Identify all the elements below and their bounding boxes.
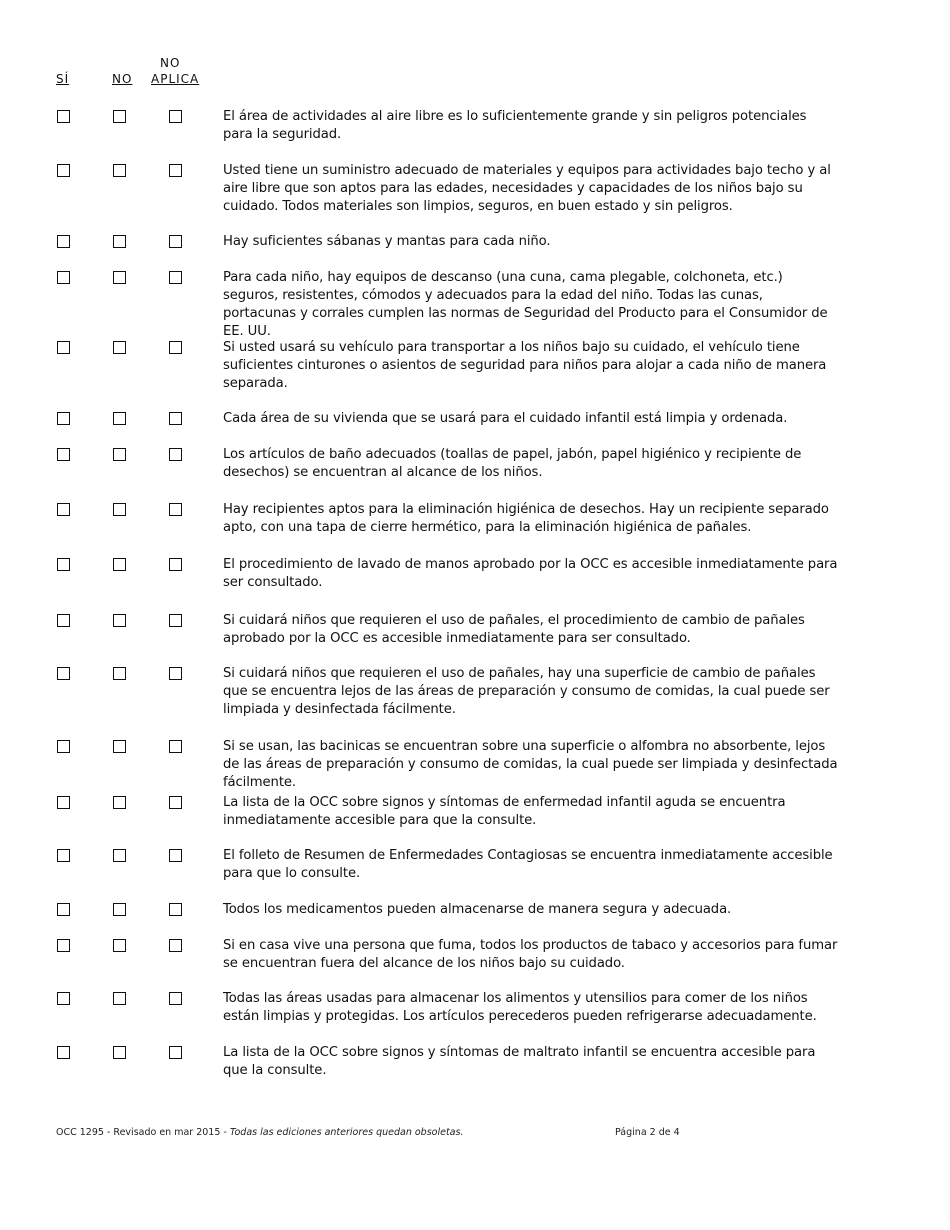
checkbox-na[interactable] [169, 271, 182, 284]
checklist-item-text: El procedimiento de lavado de manos aprobado por la OCC es accesible inmediatamente para ser consultado. [223, 557, 838, 590]
checkbox-no[interactable] [113, 614, 126, 627]
checkbox-na[interactable] [169, 448, 182, 461]
checkbox-si[interactable] [57, 271, 70, 284]
checkbox-na[interactable] [169, 992, 182, 1005]
checkbox-si[interactable] [57, 992, 70, 1005]
checklist-item-text: Todas las áreas usadas para almacenar los alimentos y utensilios para comer de los niños están limpias y protegidas. Los artículos perecederos pueden refrigerarse adecuadamente. [223, 991, 817, 1024]
checkbox-no[interactable] [113, 1046, 126, 1059]
checkbox-na[interactable] [169, 341, 182, 354]
footer-form-info [56, 1127, 463, 1138]
checkbox-na[interactable] [169, 614, 182, 627]
checkbox-no[interactable] [113, 796, 126, 809]
checkbox-no[interactable] [113, 110, 126, 123]
checkbox-no[interactable] [113, 903, 126, 916]
checkbox-si[interactable] [57, 558, 70, 571]
checklist-item-text: El área de actividades al aire libre es lo suficientemente grande y sin peligros potenciales para la seguridad. [223, 109, 807, 142]
column-header-si: SÍ [56, 72, 70, 86]
checkbox-no[interactable] [113, 849, 126, 862]
checklist-item-text: Cada área de su vivienda que se usará para el cuidado infantil está limpia y ordenada. [223, 411, 788, 426]
column-header-na-line2: APLICA [151, 72, 200, 86]
checkbox-si[interactable] [57, 796, 70, 809]
checkbox-no[interactable] [113, 164, 126, 177]
checklist-item-text: Si se usan, las bacinicas se encuentran sobre una superficie o alfombra no absorbente, lejos de las áreas de preparación y consumo de comidas, la cual puede ser limpiada y desinfectada fácilmente. [223, 739, 838, 790]
checkbox-si[interactable] [57, 849, 70, 862]
column-header-no: NO [112, 72, 133, 86]
checkbox-no[interactable] [113, 939, 126, 952]
checkbox-no[interactable] [113, 448, 126, 461]
checklist-item-text: La lista de la OCC sobre signos y síntomas de enfermedad infantil aguda se encuentra inmediatamente accesible para que la consulte. [223, 795, 786, 828]
page-number: Página 2 de 4 [615, 1127, 680, 1138]
checkbox-si[interactable] [57, 164, 70, 177]
checkbox-na[interactable] [169, 412, 182, 425]
checklist-item-text: Hay suficientes sábanas y mantas para cada niño. [223, 234, 551, 249]
checkbox-no[interactable] [113, 235, 126, 248]
checkbox-si[interactable] [57, 1046, 70, 1059]
footer-form-id: OCC 1295 - Revisado en mar 2015 - [56, 1127, 230, 1138]
checkbox-na[interactable] [169, 558, 182, 571]
checklist-item-text: Si en casa vive una persona que fuma, todos los productos de tabaco y accesorios para fumar se encuentran fuera del alcance de los niños bajo su cuidado. [223, 938, 838, 971]
checkbox-na[interactable] [169, 235, 182, 248]
checkbox-no[interactable] [113, 992, 126, 1005]
checkbox-na[interactable] [169, 503, 182, 516]
checklist-item-text: Para cada niño, hay equipos de descanso (una cuna, cama plegable, colchoneta, etc.) seguros, resistentes, cómodos y adecuados para la edad del niño. Todas las cunas, portacunas y corrales cumplen las normas de Seguridad del Producto para el Consumidor de EE. UU. [223, 270, 828, 339]
footer-obsolete-note: Todas las ediciones anteriores quedan obsoletas. [229, 1127, 464, 1138]
checklist-item-text: Usted tiene un suministro adecuado de materiales y equipos para actividades bajo techo y al aire libre que son aptos para las edades, necesidades y capacidades de los niños bajo su cuidado. Todos materiales son limpios, seguros, en buen estado y sin peligros. [223, 163, 831, 214]
checkbox-si[interactable] [57, 235, 70, 248]
checkbox-na[interactable] [169, 740, 182, 753]
column-header-na-line1: NO [160, 56, 181, 70]
checkbox-si[interactable] [57, 110, 70, 123]
checklist-item-text: La lista de la OCC sobre signos y síntomas de maltrato infantil se encuentra accesible para que la consulte. [223, 1045, 816, 1078]
checkbox-na[interactable] [169, 796, 182, 809]
checkbox-si[interactable] [57, 448, 70, 461]
checkbox-na[interactable] [169, 667, 182, 680]
checkbox-na[interactable] [169, 1046, 182, 1059]
checkbox-si[interactable] [57, 903, 70, 916]
checkbox-si[interactable] [57, 740, 70, 753]
checklist-item-text: Hay recipientes aptos para la eliminación higiénica de desechos. Hay un recipiente separado apto, con una tapa de cierre hermético, para la eliminación higiénica de pañales. [223, 502, 829, 535]
checkbox-no[interactable] [113, 558, 126, 571]
checklist-item-text: Todos los medicamentos pueden almacenarse de manera segura y adecuada. [223, 902, 732, 917]
checkbox-na[interactable] [169, 110, 182, 123]
checkbox-no[interactable] [113, 412, 126, 425]
checkbox-na[interactable] [169, 164, 182, 177]
checklist-item-text: Si cuidará niños que requieren el uso de pañales, hay una superficie de cambio de pañales que se encuentra lejos de las áreas de preparación y consumo de comidas, la cual puede ser limpiada y desinfectada fácilmente. [223, 666, 830, 717]
checkbox-no[interactable] [113, 271, 126, 284]
checklist-item-text: El folleto de Resumen de Enfermedades Contagiosas se encuentra inmediatamente accesible para que lo consulte. [223, 848, 833, 881]
checklist-item-text: Si usted usará su vehículo para transportar a los niños bajo su cuidado, el vehículo tiene suficientes cinturones o asientos de seguridad para niños para alojar a cada niño de manera separada. [223, 340, 827, 391]
checkbox-na[interactable] [169, 903, 182, 916]
checkbox-na[interactable] [169, 939, 182, 952]
checkbox-no[interactable] [113, 503, 126, 516]
checkbox-si[interactable] [57, 503, 70, 516]
checklist-item-text: Si cuidará niños que requieren el uso de pañales, el procedimiento de cambio de pañales aprobado por la OCC es accesible inmediatamente para ser consultado. [223, 613, 805, 646]
checkbox-no[interactable] [113, 667, 126, 680]
checkbox-si[interactable] [57, 341, 70, 354]
checkbox-no[interactable] [113, 341, 126, 354]
checklist-item-text: Los artículos de baño adecuados (toallas de papel, jabón, papel higiénico y recipiente de desechos) se encuentran al alcance de los niños. [223, 447, 802, 480]
checkbox-si[interactable] [57, 412, 70, 425]
checkbox-no[interactable] [113, 740, 126, 753]
checkbox-si[interactable] [57, 667, 70, 680]
checkbox-na[interactable] [169, 849, 182, 862]
checkbox-si[interactable] [57, 614, 70, 627]
checkbox-si[interactable] [57, 939, 70, 952]
